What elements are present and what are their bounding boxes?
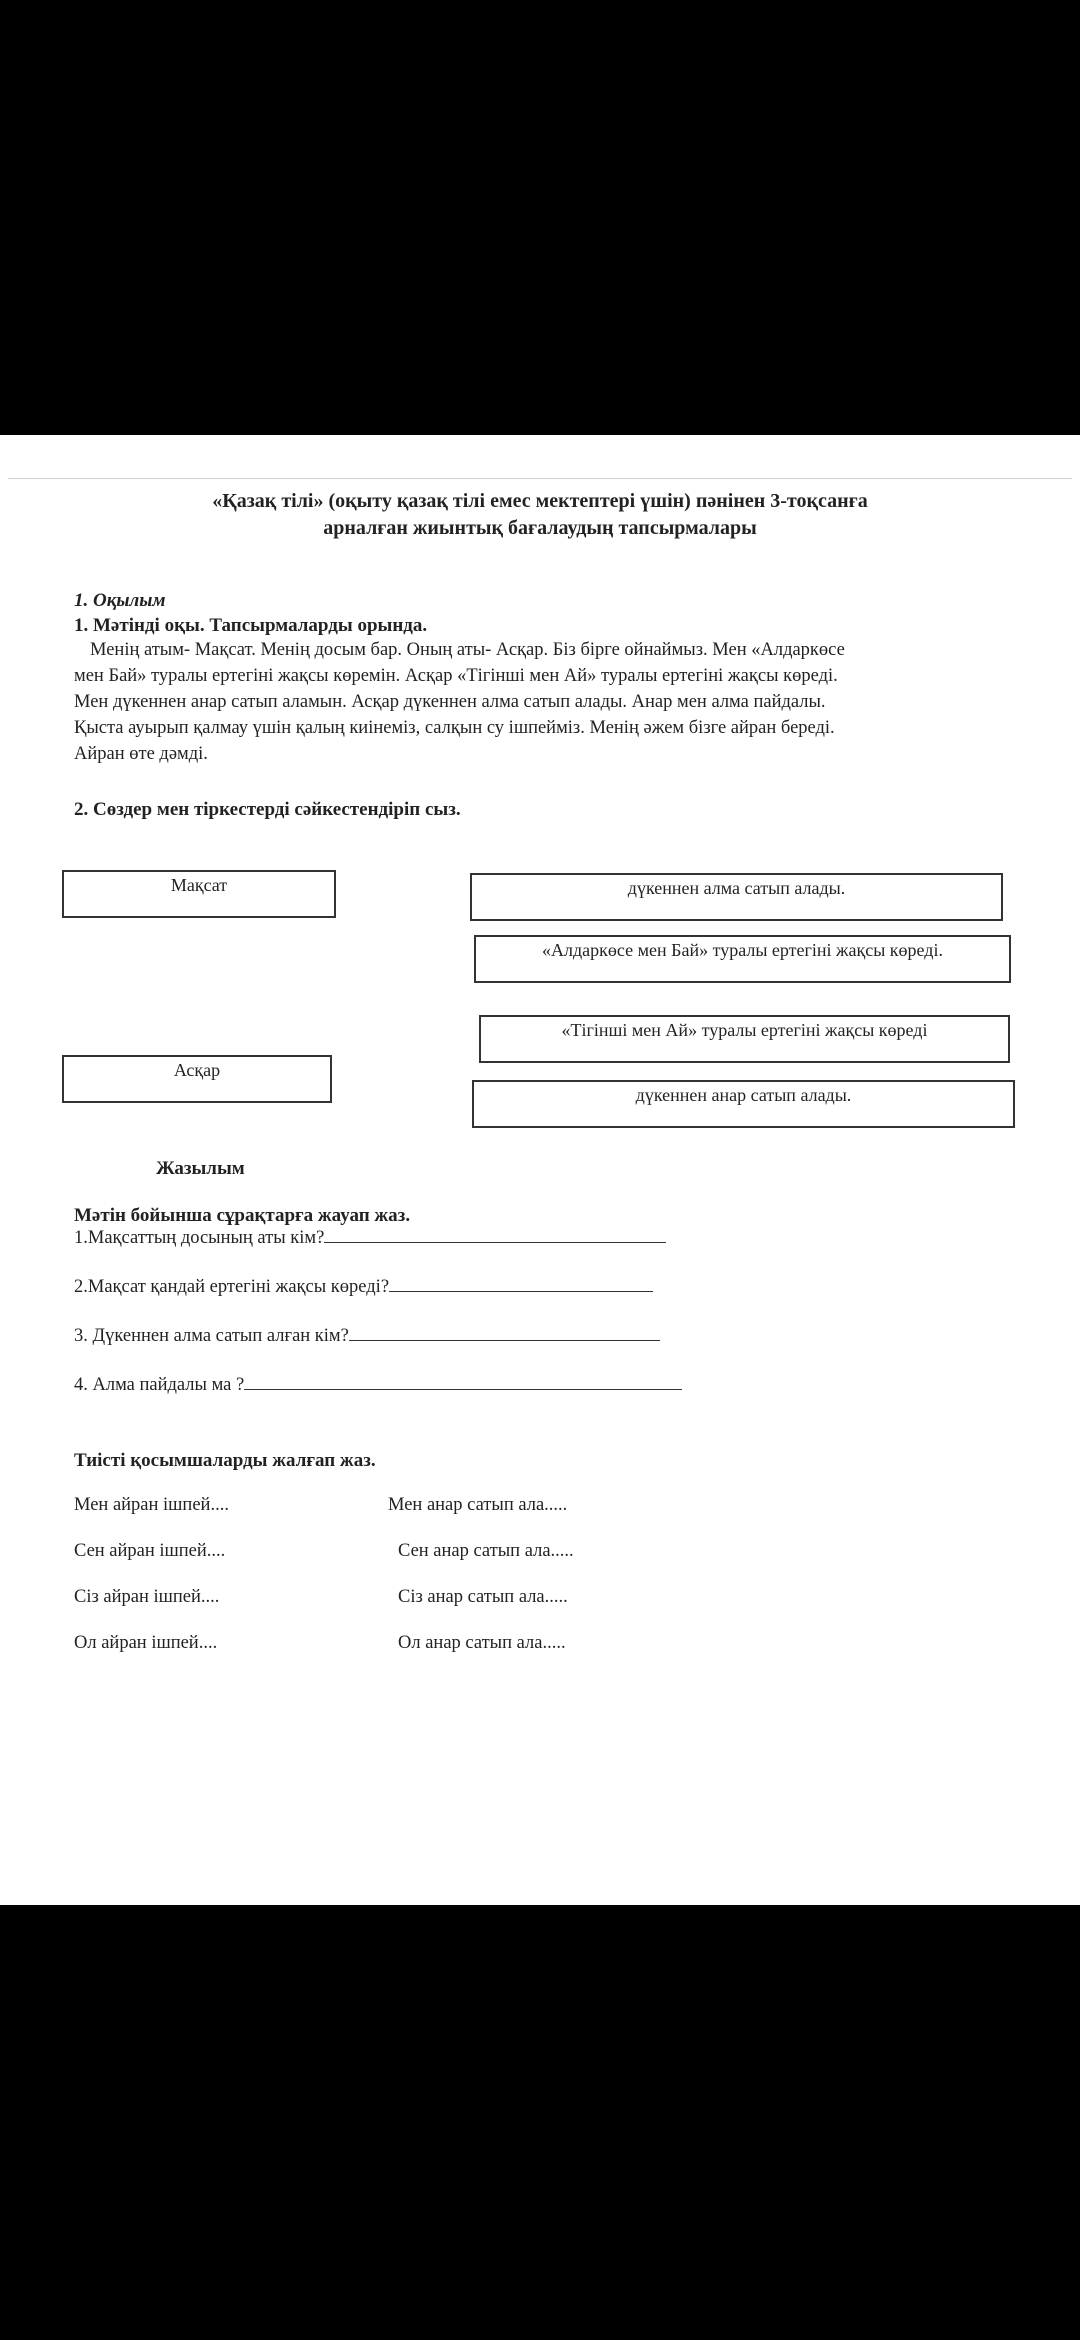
document-page [0, 435, 1080, 1905]
text-line-2: мен Бай» туралы ертегіні жақсы көремін. Асқар «Тігінші мен Ай» туралы ертегіні жақсы көреді. [74, 666, 838, 686]
suffix-right-4: Ол анар сатып ала..... [398, 1633, 566, 1653]
match-right-1: дүкеннен алма сатып алады. [470, 873, 1003, 921]
match-left-maksat: Мақсат [62, 870, 336, 918]
question-1 [74, 1228, 666, 1249]
text-line-5: Айран өте дәмді. [74, 744, 208, 764]
question-3-text: 3. Дүкеннен алма сатып алған кім? [74, 1326, 349, 1346]
match-right-2: «Алдаркөсе мен Бай» туралы ертегіні жақсы көреді. [474, 935, 1011, 983]
doc-title-line-1: «Қазақ тілі» (оқыту қазақ тілі емес мектептері үшін) пәнінен 3-тоқсанға [212, 490, 868, 512]
text-line-3: Мен дүкеннен анар сатып аламын. Асқар дүкеннен алма сатып алады. Анар мен алма пайдалы. [74, 692, 826, 712]
suffix-left-4: Ол айран ішпей.... [74, 1633, 218, 1653]
section-reading-heading: 1. Оқылым [74, 590, 166, 611]
text-line-4: Қыста ауырып қалмау үшін қалың киінеміз, салқын су ішпейміз. Менің әжем бізге айран береді. [74, 718, 835, 738]
answer-line-1[interactable] [324, 1228, 666, 1243]
task-2-heading: 2. Сөздер мен тіркестерді сәйкестендіріп сыз. [74, 799, 461, 820]
question-4-text: 4. Алма пайдалы ма ? [74, 1375, 245, 1395]
suffix-left-1: Мен айран ішпей.... [74, 1495, 229, 1515]
suffix-right-1: Мен анар сатып ала..... [388, 1495, 568, 1515]
task-4-heading: Тиісті қосымшаларды жалғап жаз. [74, 1450, 376, 1471]
question-3 [74, 1326, 660, 1347]
match-left-askar: Асқар [62, 1055, 332, 1103]
doc-title-line-2: арналған жиынтық бағалаудың тапсырмалары [323, 517, 757, 539]
suffix-right-3: Сіз анар сатып ала..... [398, 1587, 568, 1607]
match-right-3: «Тігінші мен Ай» туралы ертегіні жақсы көреді [479, 1015, 1010, 1063]
question-2-text: 2.Мақсат қандай ертегіні жақсы көреді? [74, 1277, 390, 1297]
question-4 [74, 1375, 682, 1396]
answer-line-3[interactable] [349, 1326, 660, 1341]
question-1-text: 1.Мақсаттың досының аты кім? [74, 1228, 325, 1248]
suffix-left-3: Сіз айран ішпей.... [74, 1587, 220, 1607]
suffix-left-2: Сен айран ішпей.... [74, 1541, 226, 1561]
answer-line-4[interactable] [244, 1375, 682, 1390]
task-3-heading: Мәтін бойынша сұрақтарға жауап жаз. [74, 1205, 411, 1226]
match-right-4: дүкеннен анар сатып алады. [472, 1080, 1015, 1128]
task-1-heading: 1. Мәтінді оқы. Тапсырмаларды орында. [74, 615, 428, 636]
text-line-1: Менің атым- Мақсат. Менің досым бар. Оның аты- Асқар. Біз бірге ойнаймыз. Мен «Алдаркөсе [90, 640, 845, 660]
page-top-border [8, 478, 1072, 479]
suffix-right-2: Сен анар сатып ала..... [398, 1541, 574, 1561]
answer-line-2[interactable] [389, 1277, 653, 1292]
section-writing-heading: Жазылым [156, 1158, 245, 1179]
question-2 [74, 1277, 653, 1298]
